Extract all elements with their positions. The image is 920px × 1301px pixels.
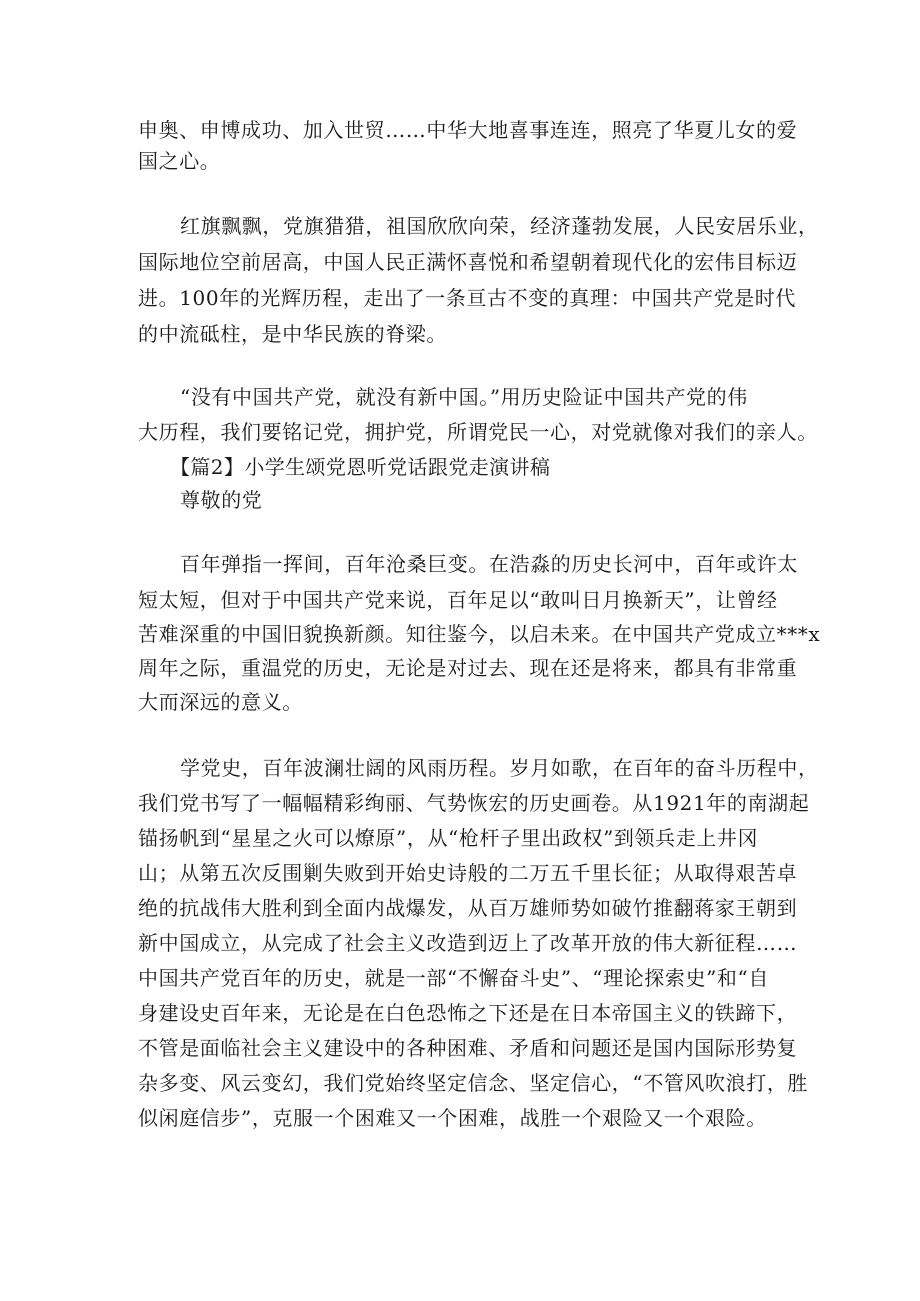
text-line: 周年之际，重温党的历史，无论是对过去、现在还是将来，都具有非常重 (138, 656, 798, 680)
text-line: 似闲庭信步”，克服一个困难又一个困难，战胜一个艰险又一个艰险。 (138, 1106, 767, 1130)
text-line: “没有中国共产党，就没有新中国。”用历史险证中国共产党的伟 (180, 385, 748, 409)
text-line: 不管是面临社会主义建设中的各种困难、矛盾和问题还是国内国际形势复 (138, 1036, 798, 1060)
text-line: 锚扬帆到“星星之火可以燎原”，从“枪杆子里出政权”到领兵走上井冈 (138, 826, 759, 850)
text-line: 的中流砥柱，是中华民族的脊梁。 (138, 322, 447, 346)
text-line: 中国共产党百年的历史，就是一部“不懈奋斗史”、“理论探索史”和“自 (138, 966, 769, 990)
text-line: 红旗飘飘，党旗猎猎，祖国欣欣向荣，经济蓬勃发展，人民安居乐业， (180, 214, 819, 238)
text-line: 新中国成立，从完成了社会主义改造到迈上了改革开放的伟大新征程…… (138, 931, 798, 955)
text-line: 国际地位空前居高，中国人民正满怀喜悦和希望朝着现代化的宏伟目标迈 (138, 250, 798, 274)
text-line: 国之心。 (138, 149, 221, 173)
text-line: 进。100年的光辉历程，走出了一条亘古不变的真理：中国共产党是时代 (138, 286, 796, 310)
text-line: 短太短，但对于中国共产党来说，百年足以“敢叫日月换新天”，让曾经 (138, 588, 778, 612)
text-line: 绝的抗战伟大胜利到全面内战爆发，从百万雄师势如破竹推翻蒋家王朝到 (138, 896, 798, 920)
text-line: 大而深远的意义。 (138, 690, 303, 714)
text-line: 大历程，我们要铭记党，拥护党，所谓党民一心，对党就像对我们的亲人。 (138, 420, 818, 444)
text-line: 山；从第五次反围剿失败到开始史诗般的二万五千里长征；从取得艰苦卓 (138, 861, 798, 885)
text-line: 杂多变、风云变幻，我们党始终坚定信念、坚定信心，“不管风吹浪打，胜 (138, 1071, 809, 1095)
text-line: 身建设史百年来，无论是在白色恐怖之下还是在日本帝国主义的铁蹄下， (138, 1001, 798, 1025)
text-line: 我们党书写了一幅幅精彩绚丽、气势恢宏的历史画卷。从1921年的南湖起 (138, 791, 810, 815)
text-line: 苦难深重的中国旧貌换新颜。知往鉴今，以启未来。在中国共产党成立***x (138, 622, 821, 646)
text-line: 申奥、申博成功、加入世贸……中华大地喜事连连，照亮了华夏儿女的爱 (138, 118, 798, 142)
section-heading: 【篇2】小学生颂党恩听党话跟党走演讲稿 (170, 455, 551, 479)
text-line: 百年弹指一挥间，百年沧桑巨变。在浩淼的历史长河中，百年或许太 (180, 552, 798, 576)
salutation: 尊敬的党 (180, 488, 263, 512)
text-line: 学党史，百年波澜壮阔的风雨历程。岁月如歌，在百年的奋斗历程中， (180, 756, 819, 780)
